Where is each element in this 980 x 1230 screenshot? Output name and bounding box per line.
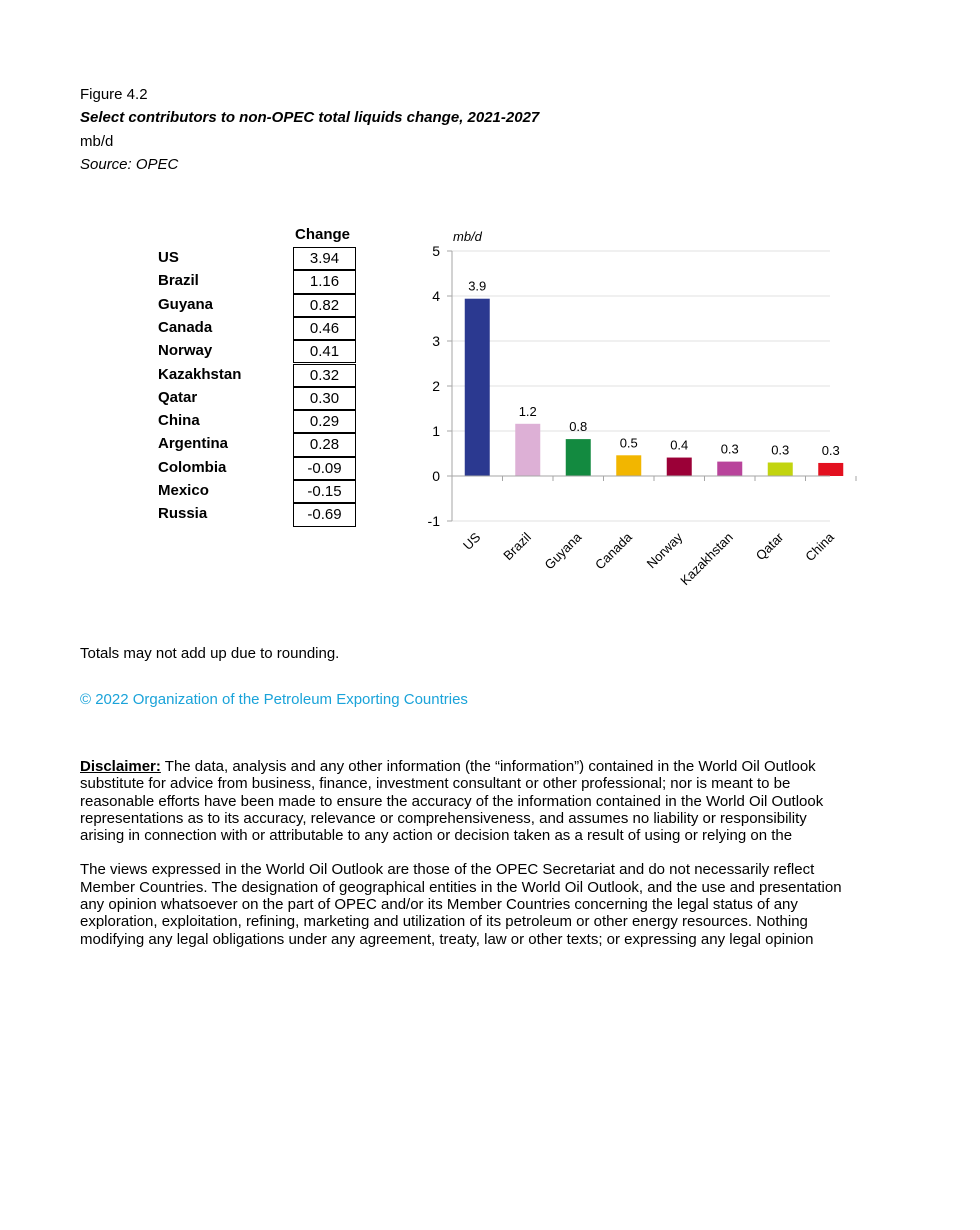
x-tick-label: China <box>802 529 837 565</box>
table-cell-value: -0.69 <box>293 503 356 526</box>
table-row-label: China <box>158 412 200 430</box>
views-line: Member Countries. The designation of geographical entities in the World Oil Outlook, and the use and presentation <box>80 878 842 896</box>
data-label: 0.3 <box>720 441 739 457</box>
bar <box>465 299 490 476</box>
figure-label: Figure 4.2 <box>80 86 148 103</box>
table-cell-value: 0.32 <box>293 364 356 387</box>
y-tick-label: 2 <box>432 378 440 394</box>
table-row-label: Colombia <box>158 458 227 476</box>
table-row-label: Brazil <box>158 272 199 290</box>
table-cell-value: 0.30 <box>293 387 356 410</box>
views-line: modifying any legal obligations under any agreement, treaty, law or other texts; or expressing any legal opinion <box>80 930 814 948</box>
data-label: 0.3 <box>771 442 790 458</box>
table-row-label: US <box>158 249 179 266</box>
bar-chart <box>0 0 840 620</box>
bar <box>616 455 641 476</box>
table-row-label: Guyana <box>158 295 214 313</box>
x-tick-label: US <box>459 529 484 553</box>
y-tick-label: 4 <box>432 288 440 304</box>
disclaimer-text: The data, analysis and any other information (the “information”) contained in the World Oil Outlook <box>164 758 816 775</box>
x-tick-label: Guyana <box>541 529 585 573</box>
disclaimer-line <box>80 758 980 775</box>
table-row-label: Kazakhstan <box>158 365 242 383</box>
table-column-header: Change <box>295 226 351 243</box>
y-tick-label: 1 <box>432 423 440 439</box>
bar <box>667 458 692 476</box>
bar <box>515 424 540 476</box>
table-row-label: Qatar <box>158 388 198 406</box>
table-row-label: Argentina <box>158 435 229 453</box>
data-label: 3.9 <box>468 278 487 294</box>
table-cell-value: -0.09 <box>293 457 356 480</box>
table-row-label: Mexico <box>158 482 209 499</box>
views-line: any opinion whatsoever on the part of OPEC and/or its Member Countries concerning the legal status of any <box>80 896 798 914</box>
figure-title: Select contributors to non-OPEC total liquids change, 2021-2027 <box>80 109 540 126</box>
bar <box>768 463 793 477</box>
x-tick-label: Canada <box>592 529 635 573</box>
copyright-link[interactable]: © 2022 Organization of the Petroleum Exporting Countries <box>80 691 468 708</box>
data-label: 1.2 <box>518 403 537 419</box>
views-line: exploration, exploitation, refining, marketing and utilization of its petroleum or other energy resources. Nothing <box>80 913 808 931</box>
table-cell-value: 0.46 <box>293 317 356 340</box>
data-label: 0.3 <box>821 442 840 458</box>
y-tick-label: 3 <box>432 333 440 349</box>
x-tick-label: Qatar <box>752 529 787 564</box>
y-tick-label: 0 <box>432 468 440 484</box>
disclaimer <box>80 758 980 948</box>
disclaimer-label: Disclaimer: <box>80 758 161 775</box>
table-cell-value: 0.41 <box>293 340 356 363</box>
bar <box>566 439 591 476</box>
y-tick-label: -1 <box>427 513 440 529</box>
table-cell-value: 0.82 <box>293 294 356 317</box>
x-tick-label: Brazil <box>500 529 534 564</box>
source-label: Source: OPEC <box>80 156 179 173</box>
bar <box>818 463 843 476</box>
table-row-label: Russia <box>158 505 208 523</box>
data-label: 0.8 <box>569 419 588 435</box>
table-cell-value: 3.94 <box>293 247 356 270</box>
views-line: The views expressed in the World Oil Outlook are those of the OPEC Secretariat and do not necessarily reflect <box>80 861 815 879</box>
bar <box>717 462 742 476</box>
disclaimer-line: arising in connection with or attributable to any action or decision taken as a result of using or relying on the <box>80 827 793 845</box>
y-tick-label: 5 <box>432 243 440 259</box>
disclaimer-line: representations as to its accuracy, relevance or comprehensiveness, and assumes no liability or responsibility <box>80 809 807 827</box>
data-label: 0.4 <box>670 437 689 453</box>
table-row-label: Norway <box>158 342 213 360</box>
rounding-note: Totals may not add up due to rounding. <box>80 645 340 662</box>
table-cell-value: -0.15 <box>293 480 356 503</box>
data-label: 0.5 <box>619 435 638 451</box>
x-tick-label: Kazakhstan <box>677 529 736 589</box>
y-axis-unit-label: mb/d <box>453 229 482 244</box>
x-tick-label: Norway <box>643 529 686 572</box>
disclaimer-line: reasonable efforts have been made to ensure the accuracy of the information contained in the World Oil Outlook <box>80 792 824 810</box>
table-cell-value: 0.28 <box>293 433 356 456</box>
table-cell-value: 0.29 <box>293 410 356 433</box>
table-cell-value: 1.16 <box>293 270 356 293</box>
units-label: mb/d <box>80 133 114 150</box>
disclaimer-line: substitute for advice from business, finance, investment consultant or other professional; nor is meant to be <box>80 775 791 793</box>
table-row-label: Canada <box>158 318 213 336</box>
